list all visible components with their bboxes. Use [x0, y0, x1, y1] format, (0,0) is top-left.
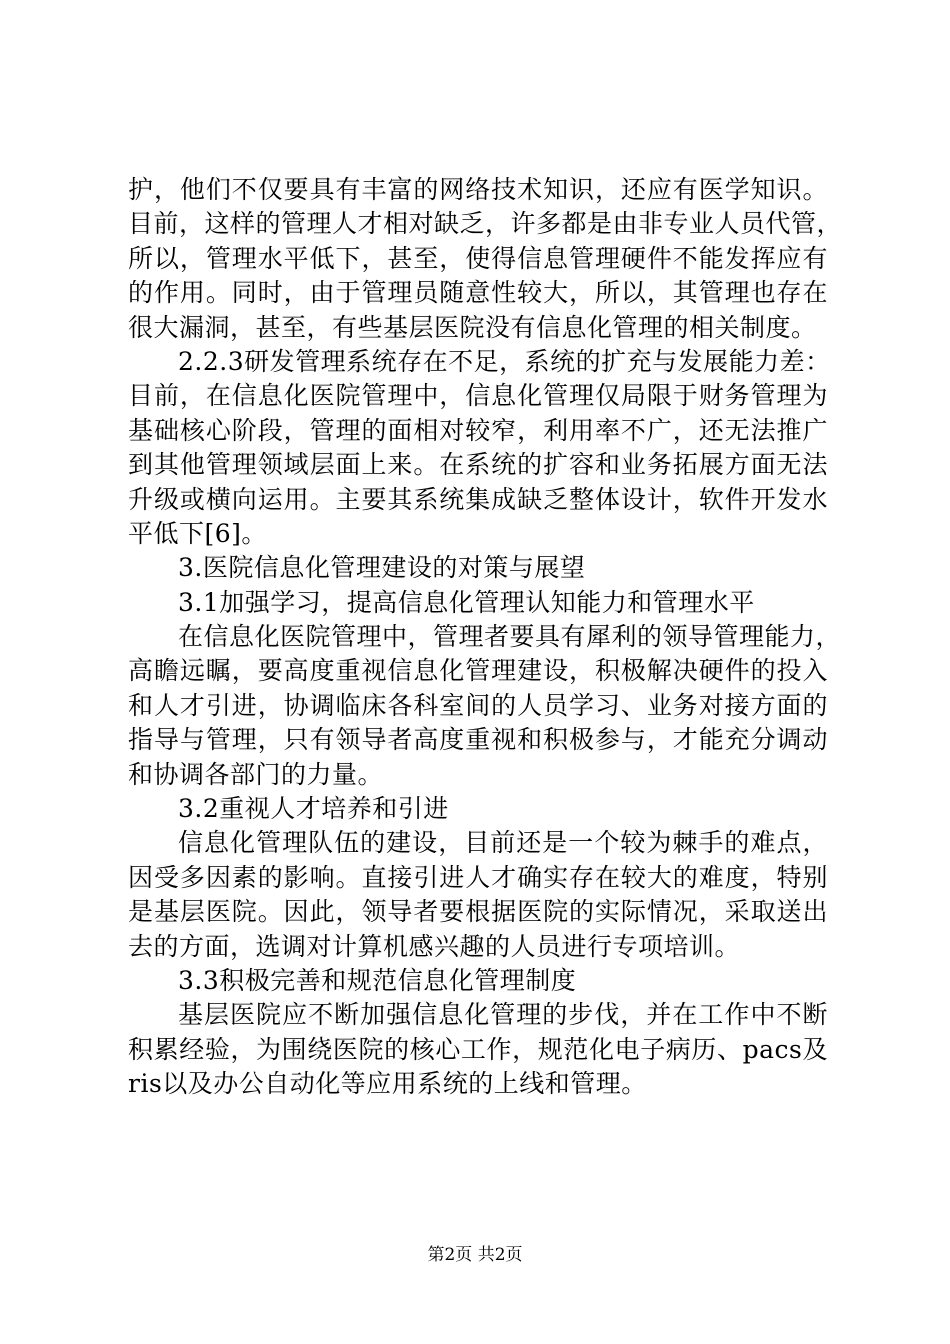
text-line: 是基层医院。因此，领导者要根据医院的实际情况，采取送出	[128, 897, 828, 927]
text-line: 的作用。同时，由于管理员随意性较大，所以，其管理也存在	[128, 278, 828, 308]
text-line: 3.医院信息化管理建设的对策与展望	[178, 553, 586, 583]
text-line: 3.1加强学习，提高信息化管理认知能力和管理水平	[178, 587, 755, 617]
text-line: 目前，在信息化医院管理中，信息化管理仅局限于财务管理为	[128, 381, 828, 411]
text-line: 所以，管理水平低下，甚至，使得信息管理硬件不能发挥应有	[128, 243, 828, 273]
text-line: 很大漏洞，甚至，有些基层医院没有信息化管理的相关制度。	[128, 312, 817, 342]
text-line: ris以及办公自动化等应用系统的上线和管理。	[128, 1069, 647, 1099]
text-line: 平低下[6]。	[128, 518, 267, 548]
text-line: 信息化管理队伍的建设，目前还是一个较为棘手的难点，	[178, 828, 828, 858]
text-line: 2.2.3研发管理系统存在不足，系统的扩充与发展能力差：	[178, 346, 831, 376]
text-line: 积累经验，为围绕医院的核心工作，规范化电子病历、pacs及	[128, 1034, 828, 1064]
text-line: 目前，这样的管理人才相对缺乏，许多都是由非专业人员代管，	[128, 209, 843, 239]
text-line: 护，他们不仅要具有丰富的网络技术知识，还应有医学知识。	[128, 175, 828, 204]
text-line: 升级或横向运用。主要其系统集成缺乏整体设计，软件开发水	[128, 484, 828, 514]
text-line: 在信息化医院管理中，管理者要具有犀利的领导管理能力，	[178, 622, 842, 652]
text-line: 指导与管理，只有领导者高度重视和积极参与，才能充分调动	[128, 725, 828, 755]
text-line: 去的方面，选调对计算机感兴趣的人员进行专项培训。	[128, 931, 741, 961]
document-body	[128, 173, 843, 1102]
page-footer	[0, 1243, 950, 1267]
text-line: 3.2重视人才培养和引进	[178, 794, 449, 824]
text-line: 因受多因素的影响。直接引进人才确实存在较大的难度，特别	[128, 862, 828, 892]
page-number-label: 第2页 共2页	[427, 1245, 523, 1265]
text-line: 基层医院应不断加强信息化管理的步伐，并在工作中不断	[178, 1000, 828, 1030]
text-line: 3.3积极完善和规范信息化管理制度	[178, 965, 577, 995]
text-line: 和协调各部门的力量。	[128, 759, 384, 789]
text-line: 高瞻远瞩，要高度重视信息化管理建设，积极解决硬件的投入	[128, 656, 828, 686]
text-line: 基础核心阶段，管理的面相对较窄，利用率不广，还无法推广	[128, 415, 828, 445]
text-line: 到其他管理领域层面上来。在系统的扩容和业务拓展方面无法	[128, 450, 828, 480]
text-line: 和人才引进，协调临床各科室间的人员学习、业务对接方面的	[128, 690, 828, 720]
